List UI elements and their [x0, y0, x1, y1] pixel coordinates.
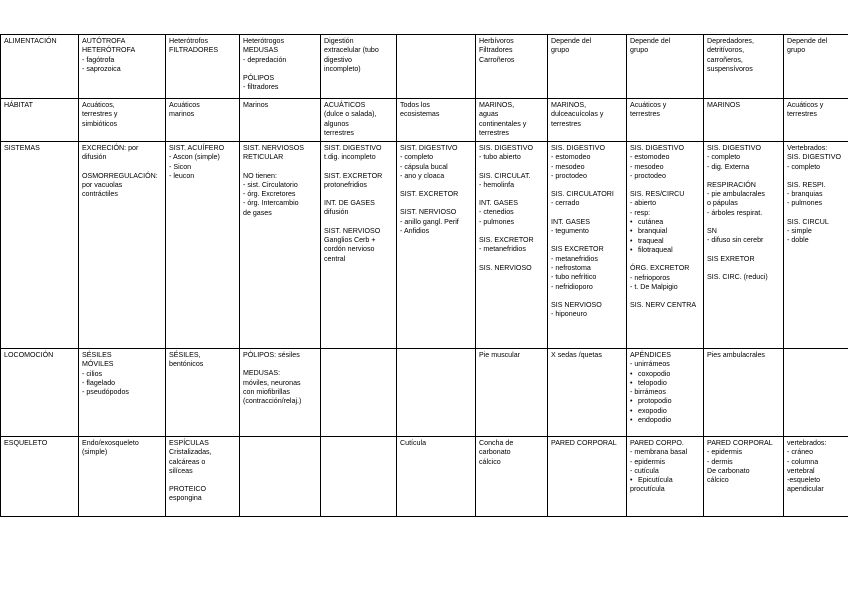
cell-line: cordón nervioso	[324, 245, 375, 254]
cell-line	[479, 227, 544, 236]
cell-line: (dulce o salada),	[324, 110, 377, 119]
cell-line: cálcico	[479, 457, 501, 466]
row-header-locomocion	[1, 349, 79, 437]
cell-line: INT. GASES	[551, 217, 591, 226]
bullet-item: • traqueal	[630, 237, 700, 246]
cell-line: RESPIRACIÓN	[707, 180, 756, 189]
table-cell	[704, 349, 784, 437]
cell-line: SIS. CIRCULATORI	[551, 190, 614, 199]
row-header-esqueleto	[1, 437, 79, 517]
cell-line: MARINOS,	[551, 101, 587, 109]
cell-line	[551, 181, 623, 190]
cell-line: Acuáticos y	[787, 101, 824, 109]
table-cell	[397, 349, 476, 437]
cell-line: dulceacuícolas y	[551, 110, 604, 119]
table-cell	[784, 349, 848, 437]
cell-line: - Ascon (simple)	[169, 153, 220, 162]
table-cell	[166, 99, 240, 142]
cell-line: algunos	[324, 119, 349, 128]
cell-line: - órg. Intercambio	[243, 199, 299, 208]
cell-line: Depredadores,	[707, 37, 754, 45]
table-cell	[321, 35, 397, 99]
cell-line: grupo	[787, 46, 806, 55]
cell-line: RETICULAR	[243, 153, 284, 162]
table-cell	[321, 349, 397, 437]
cell-line: ecosistemas	[400, 110, 440, 119]
table-cell	[476, 437, 548, 517]
cell-line: - órg. Excretores	[243, 190, 296, 199]
comparison-table	[0, 34, 848, 517]
table-cell	[397, 142, 476, 349]
table-cell	[548, 35, 627, 99]
cell-line: MARINOS	[707, 101, 741, 109]
cell-line: Carroñeros	[479, 55, 515, 64]
table-row-habitat	[1, 99, 848, 142]
table-cell	[240, 35, 321, 99]
cell-line: Acuáticos y	[630, 101, 667, 109]
table-cell	[627, 99, 704, 142]
cell-line: SIST. NERVIOSO	[324, 226, 381, 235]
cell-line: móviles, neuronas	[243, 378, 301, 387]
table-cell	[240, 142, 321, 349]
table-cell	[166, 35, 240, 99]
cell-line: - pulmones	[787, 199, 823, 208]
table-cell	[627, 35, 704, 99]
cell-line: SIS. NERV CENTRA	[630, 301, 697, 310]
cell-line: MEDUSAS:	[243, 369, 281, 378]
cell-line: FILTRADORES	[169, 46, 219, 55]
cell-line: NO tienen:	[243, 171, 277, 180]
cell-line	[400, 181, 472, 190]
table-cell	[240, 349, 321, 437]
cell-line	[707, 172, 780, 181]
bullet-item: • coxopodio	[630, 370, 700, 379]
bullet-item: • branquial	[630, 227, 700, 236]
table-cell	[79, 35, 166, 99]
cell-line: Vertebrados:	[787, 144, 828, 152]
cell-line: SIS EXRETOR	[707, 254, 755, 263]
cell-line	[479, 163, 544, 172]
cell-line: Heterótrogos	[243, 37, 285, 45]
cell-line: SIST. DIGESTIVO	[324, 144, 382, 152]
cell-line: SIS. CIRC. (reduci)	[707, 272, 768, 281]
table-cell	[397, 437, 476, 517]
table-cell	[627, 349, 704, 437]
cell-line: Filtradores	[479, 46, 513, 55]
cell-line: SIS. RESPI.	[787, 180, 826, 189]
table-cell	[79, 349, 166, 437]
table-cell	[166, 349, 240, 437]
table-cell	[784, 35, 848, 99]
cell-line: - cápsula bucal	[400, 162, 448, 171]
cell-line: Endo/exosqueleto	[82, 439, 139, 447]
cell-line: - unirrámeos	[630, 360, 670, 369]
bullet-item: • Epicutícula	[630, 476, 700, 485]
table-cell	[704, 35, 784, 99]
cell-line: SIST. DIGESTIVO	[400, 144, 458, 152]
cell-line	[169, 476, 236, 485]
cell-line: PÓLIPOS	[243, 73, 275, 82]
cell-line: SIS. DIGESTIVO	[787, 153, 842, 162]
cell-line: bentónicos	[169, 360, 204, 369]
cell-line: carroñeros,	[707, 55, 743, 64]
cell-line: protonefridios	[324, 180, 367, 189]
table-row-locomocion	[1, 349, 848, 437]
cell-line: - Anfidios	[400, 227, 430, 236]
cell-line: grupo	[551, 46, 570, 55]
table-cell	[784, 99, 848, 142]
cell-line: - metanefridios	[551, 254, 598, 263]
cell-line: SIST. NERVIOSOS	[243, 144, 304, 152]
cell-line: - pie ambulacrales	[707, 190, 765, 199]
cell-line: detritívoros,	[707, 46, 745, 55]
cell-line: - pseudópodos	[82, 388, 129, 397]
bullet-item: • endopodio	[630, 416, 700, 425]
table-cell	[548, 142, 627, 349]
cell-line: de gases	[243, 208, 272, 217]
cell-line: - Sicon	[169, 162, 192, 171]
cell-line: ACUÁTICOS	[324, 101, 366, 109]
cell-line: - cilios	[82, 369, 103, 378]
cell-line	[551, 292, 623, 301]
table-cell	[548, 437, 627, 517]
cell-line: calcáreas o	[169, 457, 206, 466]
cell-line: SIS. DIGESTIVO	[551, 144, 606, 152]
cell-line: - anillo gangl. Perif	[400, 217, 459, 226]
cell-line: - resp:	[630, 208, 651, 217]
cell-line: - cráneo	[787, 448, 814, 457]
cell-line: ESQUELETO	[4, 439, 48, 447]
table-cell	[548, 99, 627, 142]
cell-line	[551, 209, 623, 218]
table-cell	[704, 99, 784, 142]
cell-line: -esqueleto	[787, 476, 821, 485]
table-cell	[548, 349, 627, 437]
cell-line: silíceas	[169, 466, 193, 475]
cell-line	[707, 246, 780, 255]
cell-line: Cristalizadas,	[169, 448, 212, 457]
cell-line	[82, 163, 162, 172]
cell-line: PROTEICO	[169, 485, 207, 494]
cell-line: - epidermis	[707, 448, 743, 457]
cell-line: - nefrioporos	[630, 273, 670, 282]
cell-line: espongina	[169, 494, 202, 503]
cell-line: o pápulas	[707, 199, 738, 208]
row-header-habitat	[1, 99, 79, 142]
cell-line: EXCRECIÓN: por	[82, 144, 139, 152]
cell-line: PARED CORPORAL	[551, 439, 617, 447]
cell-line: - completo	[400, 153, 434, 162]
table-body	[1, 35, 848, 517]
cell-line: terrestres	[630, 110, 660, 119]
cell-line	[243, 360, 317, 369]
cell-line: (simple)	[82, 448, 108, 457]
cell-line: - cerrado	[551, 199, 580, 208]
bullet-item: • cutánea	[630, 218, 700, 227]
cell-line	[400, 199, 472, 208]
cell-line: por vacuolas	[82, 180, 123, 189]
cell-line: marinos	[169, 110, 195, 119]
table-cell	[784, 437, 848, 517]
table-row-sistemas	[1, 142, 848, 349]
table-cell	[704, 437, 784, 517]
cell-line: - tegumento	[551, 227, 589, 236]
cell-line: - flagelado	[82, 378, 116, 387]
cell-line: - depredación	[243, 55, 287, 64]
cell-line: SIS. CIRCULAT.	[479, 171, 531, 180]
cell-line	[787, 172, 845, 181]
cell-line	[630, 181, 700, 190]
cell-line	[551, 236, 623, 245]
cell-line: De carbonato	[707, 466, 750, 475]
cell-line: - árboles respirat.	[707, 208, 763, 217]
cell-line: - abierto	[630, 199, 657, 208]
table-cell	[321, 99, 397, 142]
cell-line: Cutícula	[400, 439, 427, 447]
cell-line: terrestres	[787, 110, 817, 119]
table-cell	[166, 437, 240, 517]
cell-line: SIS NERVIOSO	[551, 300, 602, 309]
cell-line: ÓRG. EXCRETOR	[630, 264, 690, 273]
table-cell	[627, 142, 704, 349]
cell-line: extracelular (tubo	[324, 46, 379, 55]
cell-line: apendicular	[787, 485, 824, 494]
cell-line: - estomodeo	[551, 153, 591, 162]
cell-line: - proctodeo	[551, 171, 587, 180]
table-cell	[79, 99, 166, 142]
cell-line	[479, 190, 544, 199]
cell-line: - metanefridios	[479, 245, 526, 254]
cell-line: SIS. DIGESTIVO	[479, 144, 534, 152]
cell-line: procutícula	[630, 485, 665, 494]
table-cell	[166, 142, 240, 349]
cell-line: MEDUSAS	[243, 46, 279, 55]
cell-line: terrestres	[324, 128, 354, 137]
cell-line: PARED CORPO.	[630, 439, 684, 447]
cell-line: HÁBITAT	[4, 101, 33, 109]
cell-line: suspensívoros	[707, 64, 753, 73]
cell-line: central	[324, 254, 346, 263]
cell-line: SIS. DIGESTIVO	[707, 144, 762, 152]
cell-line: - birrámeos	[630, 388, 666, 397]
cell-line: Pies ambulacrales	[707, 351, 765, 359]
table-row-alimentacion	[1, 35, 848, 99]
cell-line	[707, 218, 780, 227]
table-cell	[79, 142, 166, 349]
cell-line: terrestres	[479, 128, 509, 137]
cell-line: ALIMENTACIÓN	[4, 37, 57, 45]
table-row-esqueleto	[1, 437, 848, 517]
bullet-item: • filotraqueal	[630, 246, 700, 255]
cell-line	[707, 264, 780, 273]
cell-line	[243, 163, 317, 172]
cell-line: HETERÓTROFA	[82, 46, 136, 55]
cell-line: - pulmones	[479, 217, 515, 226]
cell-line	[243, 65, 317, 74]
cell-line: - membrana basal	[630, 448, 688, 457]
cell-line	[479, 255, 544, 264]
cell-line: - branquias	[787, 190, 823, 199]
cell-line	[324, 218, 393, 227]
cell-line: ESPÍCULAS	[169, 439, 209, 447]
cell-line: PARED CORPORAL	[707, 439, 773, 447]
cell-line: Depende del	[630, 37, 671, 45]
table-cell	[476, 35, 548, 99]
cell-line: - completo	[787, 162, 821, 171]
cell-line: - simple	[787, 227, 812, 236]
cell-line	[787, 209, 845, 218]
table-cell	[321, 437, 397, 517]
cell-line: - dermis	[707, 457, 733, 466]
cell-line: SIS. DIGESTIVO	[630, 144, 685, 152]
cell-line: - mesodeo	[551, 162, 585, 171]
cell-line: terrestres	[551, 119, 581, 128]
cell-line: Herbívoros	[479, 37, 514, 45]
cell-line	[630, 255, 700, 264]
cell-line: Depende del	[551, 37, 592, 45]
cell-line: Marinos	[243, 101, 269, 109]
table-cell	[321, 142, 397, 349]
cell-line: - hiponeuro	[551, 310, 587, 319]
cell-line: difusión	[82, 153, 107, 162]
cell-line: AUTÓTROFA	[82, 37, 126, 45]
table-cell	[476, 142, 548, 349]
cell-line: - nefridioporo	[551, 282, 593, 291]
table-cell	[784, 142, 848, 349]
cell-line: - hemolinfa	[479, 180, 515, 189]
cell-line: SIS. NERVIOSO	[479, 263, 532, 272]
cell-line: SIST. ACUÍFERO	[169, 144, 225, 152]
cell-line	[630, 292, 700, 301]
cell-line: simbióticos	[82, 119, 118, 128]
cell-line: Concha de	[479, 439, 514, 447]
cell-line: - leucon	[169, 171, 195, 180]
cell-line: continentales y	[479, 119, 527, 128]
cell-line: MÓVILES	[82, 360, 114, 369]
cell-line: - ctenedios	[479, 208, 514, 217]
cell-line: SÉSILES	[82, 351, 112, 359]
cell-line: SÉSILES,	[169, 351, 201, 359]
cell-line: - dig. Externa	[707, 162, 750, 171]
cell-line	[324, 190, 393, 199]
cell-line: - sist. Circulatorio	[243, 180, 298, 189]
cell-line: SIS. RES/CIRCU	[630, 190, 685, 199]
cell-line: - nefrostoma	[551, 263, 591, 272]
cell-line: - t. De Malpigio	[630, 282, 678, 291]
cell-line: vertebral	[787, 466, 815, 475]
cell-line: incompleto)	[324, 64, 361, 73]
table-cell	[79, 437, 166, 517]
cell-line: SISTEMAS	[4, 144, 40, 152]
cell-line: PÓLIPOS: sésiles	[243, 351, 300, 359]
cell-line: OSMORREGULACIÓN:	[82, 171, 158, 180]
cell-line: difusión	[324, 208, 349, 217]
cell-line: Heterótrofos	[169, 37, 209, 45]
bullet-item: • telopodio	[630, 379, 700, 388]
table-cell	[476, 349, 548, 437]
cell-line: - completo	[707, 153, 741, 162]
cell-line: Pie muscular	[479, 351, 521, 359]
cell-line: - fagótrofa	[82, 55, 115, 64]
cell-line: Digestión	[324, 37, 354, 45]
cell-line: Depende del	[787, 37, 828, 45]
cell-line: terrestres y	[82, 110, 118, 119]
cell-line: SIS. EXCRETOR	[479, 236, 534, 245]
cell-line: grupo	[630, 46, 649, 55]
cell-line: Acuáticos,	[82, 101, 115, 109]
cell-line: LOCOMOCIÓN	[4, 351, 54, 359]
cell-line: SIST. NERVIOSO	[400, 208, 457, 217]
cell-line: MARINOS,	[479, 101, 515, 109]
cell-line: Ganglios Cerb +	[324, 236, 376, 245]
cell-line: - ano y cloaca	[400, 171, 445, 180]
row-header-alimentacion	[1, 35, 79, 99]
cell-line: SIS. CIRCUL	[787, 217, 829, 226]
cell-line: SIS EXCRETOR	[551, 245, 604, 254]
cell-line: - proctodeo	[630, 171, 666, 180]
bullet-item: • protopodio	[630, 397, 700, 406]
cell-line: aguas	[479, 110, 499, 119]
cell-line: - tubo abierto	[479, 153, 521, 162]
table-cell	[397, 35, 476, 99]
cell-line: digestivo	[324, 55, 352, 64]
table-cell	[704, 142, 784, 349]
cell-line: SIST. EXCRETOR	[400, 190, 459, 199]
cell-line: Acuáticos	[169, 101, 200, 109]
cell-line: X sedas /quetas	[551, 351, 602, 359]
table-cell	[627, 437, 704, 517]
cell-line: vertebrados:	[787, 439, 827, 447]
cell-line: APÉNDICES	[630, 351, 671, 359]
cell-line	[324, 163, 393, 172]
cell-line: carbonato	[479, 448, 511, 457]
cell-line: - mesodeo	[630, 162, 664, 171]
cell-line: contráctiles	[82, 190, 118, 199]
cell-line: - tubo nefrítico	[551, 273, 597, 282]
cell-line: - difuso sin cerebr	[707, 236, 764, 245]
cell-line: INT. GASES	[479, 199, 519, 208]
cell-line: - cutícula	[630, 466, 659, 475]
cell-line: (contracción/relaj.)	[243, 397, 302, 406]
cell-line: con miofibrillas	[243, 387, 290, 396]
table-cell	[240, 99, 321, 142]
cell-line: SN	[707, 227, 717, 236]
cell-line: - epidermis	[630, 457, 666, 466]
table-cell	[476, 99, 548, 142]
cell-line: - estomodeo	[630, 153, 670, 162]
cell-line: Todos los	[400, 101, 430, 109]
cell-line: - columna	[787, 457, 819, 466]
cell-line: cálcico	[707, 476, 729, 485]
cell-line: - filtradores	[243, 83, 279, 92]
document-page	[0, 34, 848, 517]
cell-line: INT. DE GASES	[324, 199, 375, 208]
cell-line: - saprozoica	[82, 64, 121, 73]
row-header-sistemas	[1, 142, 79, 349]
table-cell	[240, 437, 321, 517]
cell-line: - doble	[787, 236, 809, 245]
cell-line: SIST. EXCRETOR	[324, 171, 383, 180]
table-cell	[397, 99, 476, 142]
bullet-item: • exopodio	[630, 407, 700, 416]
cell-line: t.dig. incompleto	[324, 153, 376, 162]
